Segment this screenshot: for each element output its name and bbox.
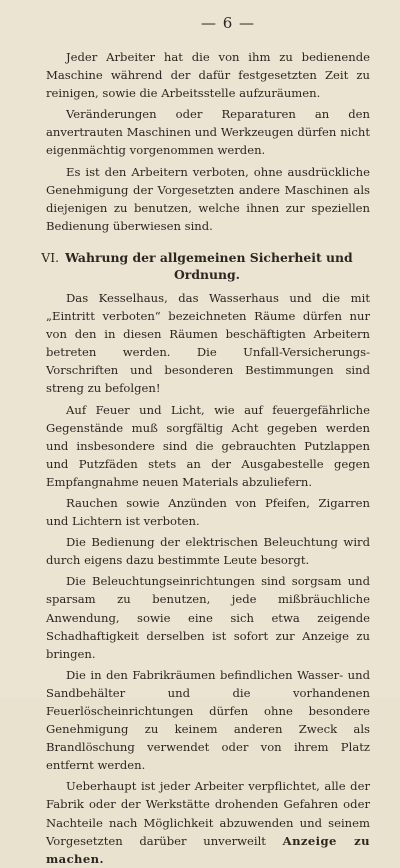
paragraph-electric-lighting: Die Bedienung der elektrischen Beleuchtung wird durch eigens dazu bestimmte Leute besorgt. bbox=[46, 535, 370, 568]
paragraph-repairs: Veränderungen oder Reparaturen an den anvertrauten Maschinen und Werkzeugen dürfen nicht eigenmächtig vorgenommen werden. bbox=[46, 107, 370, 158]
paragraph-lighting-use: Die Beleuchtungseinrichtungen sind sorgsam und sparsam zu benutzen, jede mißbräuchliche Anwendung, sowie eine sich etwa zeigende Schadhaftigkeit derselben ist sofort zur Anzeige zu bringen. bbox=[46, 574, 370, 661]
paragraph-fire-light: Auf Feuer und Licht, wie auf feuergefährliche Gegenstände muß sorgfältig Acht gegeben werden und insbesondere sind die gebrauchten Putzlappen und Putzfäden stets an der Ausgabestelle gegen Empfangnahme neuen Materials abzuliefern. bbox=[46, 402, 370, 489]
section-number: VI. bbox=[41, 249, 60, 265]
paragraph-duty-report bbox=[46, 777, 370, 867]
section-title-line2: Ordnung. bbox=[174, 266, 240, 282]
paragraph-fire-equipment: Die in den Fabrikräumen befindlichen Wasser- und Sandbehälter und die vorhandenen Feuerlöscheinrichtungen dürfen ohne besondere Genehmigung zu keinem anderen Zweck als Brandlöschung verwendet oder von ihrem Platz entfernt werden. bbox=[46, 667, 370, 773]
section-title-line1: Wahrung der allgemeinen Sicherheit und bbox=[65, 249, 353, 265]
section-rules bbox=[46, 289, 370, 868]
duty-report-emphasis: Anzeige zu machen. bbox=[46, 833, 370, 866]
page-number: — 6 — bbox=[200, 14, 256, 32]
paragraph-other-machines: Es ist den Arbeitern verboten, ohne ausdrückliche Genehmigung der Vorgesetzten andere Maschinen als diejenigen zu benutzen, welche ihnen zur speziellen Bedienung überwiesen sind. bbox=[46, 164, 370, 233]
duty-report-text: Ueberhaupt ist jeder Arbeiter verpflichtet, alle der Fabrik oder der Werkstätte drohenden Gefahren oder Nachteile nach Möglichkeit abzuwenden und seinem Vorgesetzten darüber unverweilt bbox=[46, 779, 370, 848]
paragraph-smoking: Rauchen sowie Anzünden von Pfeifen, Zigarren und Lichtern ist verboten. bbox=[46, 495, 370, 529]
section-heading bbox=[24, 249, 370, 283]
paragraph-cleaning: Jeder Arbeiter hat die von ihm zu bedienende Maschine während der dafür festgesetzten Zeit zu reinigen, sowie die Arbeitsstelle aufzuräumen. bbox=[46, 50, 370, 101]
top-rules bbox=[46, 48, 370, 235]
paragraph-restricted-rooms: Das Kesselhaus, das Wasserhaus und die mit „Eintritt verboten“ bezeichneten Räume dürfen nur von den in diesen Räumen beschäftigten Arbeitern betreten werden. Die Unfall-Versicherungs-Vorschriften und besonderen Bestimmungen sind streng zu befolgen! bbox=[46, 290, 370, 396]
